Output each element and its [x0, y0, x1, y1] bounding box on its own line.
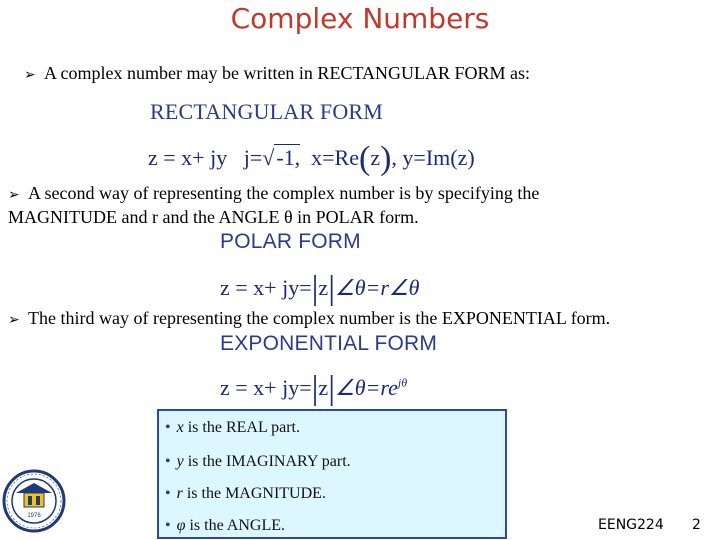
- arrow-bullet-icon: ➢: [24, 67, 36, 83]
- open-paren: (: [359, 140, 371, 177]
- bullet-text: The third way of representing the complex number is the EXPONENTIAL form.: [28, 308, 611, 328]
- university-logo: [2, 469, 66, 533]
- bullet-text: A second way of representing the complex number is by specifying the: [28, 183, 540, 203]
- definition-item: [165, 485, 326, 503]
- rect-formula-z: z: [370, 145, 381, 170]
- abs-bar-left: |: [311, 370, 319, 407]
- polar-formula: [220, 270, 419, 308]
- rect-formula-re: x=Re: [311, 145, 359, 170]
- rectangular-formula: [148, 140, 475, 178]
- definition-item: [165, 453, 351, 471]
- definition-text: is the REAL part.: [187, 419, 300, 436]
- bullet-polar-intro: [8, 182, 708, 228]
- bullet-dot-icon: •: [165, 517, 171, 534]
- close-paren: ): [380, 140, 392, 177]
- sqrt-symbol: √: [262, 145, 275, 170]
- polar-formula-rhs: ∠θ=r∠θ: [335, 275, 420, 300]
- logo-year: 1976: [27, 513, 41, 519]
- exp-formula-exponent: jθ: [397, 375, 408, 390]
- rect-formula-root: -1,: [276, 145, 301, 170]
- exp-formula-rhs: ∠θ=re: [335, 375, 398, 400]
- course-code: EENG224: [598, 517, 664, 533]
- bullet-text: A complex number may be written in RECTANGULAR FORM as:: [44, 63, 531, 83]
- definition-symbol: r: [176, 485, 183, 502]
- exponential-formula: [220, 370, 407, 408]
- definition-symbol: φ: [176, 517, 186, 534]
- rectangular-heading: RECTANGULAR FORM: [150, 99, 384, 124]
- definition-item: [165, 419, 300, 437]
- bullet-dot-icon: •: [165, 485, 171, 502]
- bullet-text-continued: MAGNITUDE and r and the ANGLE θ in POLAR form.: [8, 207, 419, 227]
- abs-bar-right: |: [328, 270, 335, 307]
- arrow-bullet-icon: ➢: [8, 187, 20, 203]
- rect-formula-j: j=: [243, 145, 263, 170]
- bullet-exponential-intro: [8, 307, 610, 331]
- bullet-dot-icon: •: [165, 419, 171, 436]
- polar-heading: POLAR FORM: [220, 230, 361, 253]
- definition-symbol: x: [176, 419, 184, 436]
- definitions-box: [157, 409, 507, 539]
- exp-formula-lhs: z = x+ jy=: [220, 375, 312, 400]
- abs-bar-right: |: [328, 370, 335, 407]
- rect-formula-lhs: z = x+ jy: [148, 145, 228, 170]
- bullet-rectangular-intro: [24, 62, 530, 86]
- definition-text: is the IMAGINARY part.: [187, 453, 351, 470]
- definition-item: [165, 517, 285, 535]
- polar-formula-z: z: [318, 275, 329, 300]
- rect-formula-im: , y=Im(z): [391, 145, 475, 170]
- arrow-bullet-icon: ➢: [8, 312, 20, 328]
- abs-bar-left: |: [311, 270, 319, 307]
- page-number: 2: [692, 517, 701, 533]
- definition-text: is the ANGLE.: [189, 517, 286, 534]
- polar-formula-lhs: z = x+ jy=: [220, 275, 312, 300]
- bullet-dot-icon: •: [165, 453, 171, 470]
- exp-formula-z: z: [318, 375, 329, 400]
- definition-text: is the MAGNITUDE.: [186, 485, 326, 502]
- slide-title: Complex Numbers: [230, 2, 490, 35]
- definition-symbol: y: [176, 453, 184, 470]
- exponential-heading: EXPONENTIAL FORM: [220, 332, 438, 355]
